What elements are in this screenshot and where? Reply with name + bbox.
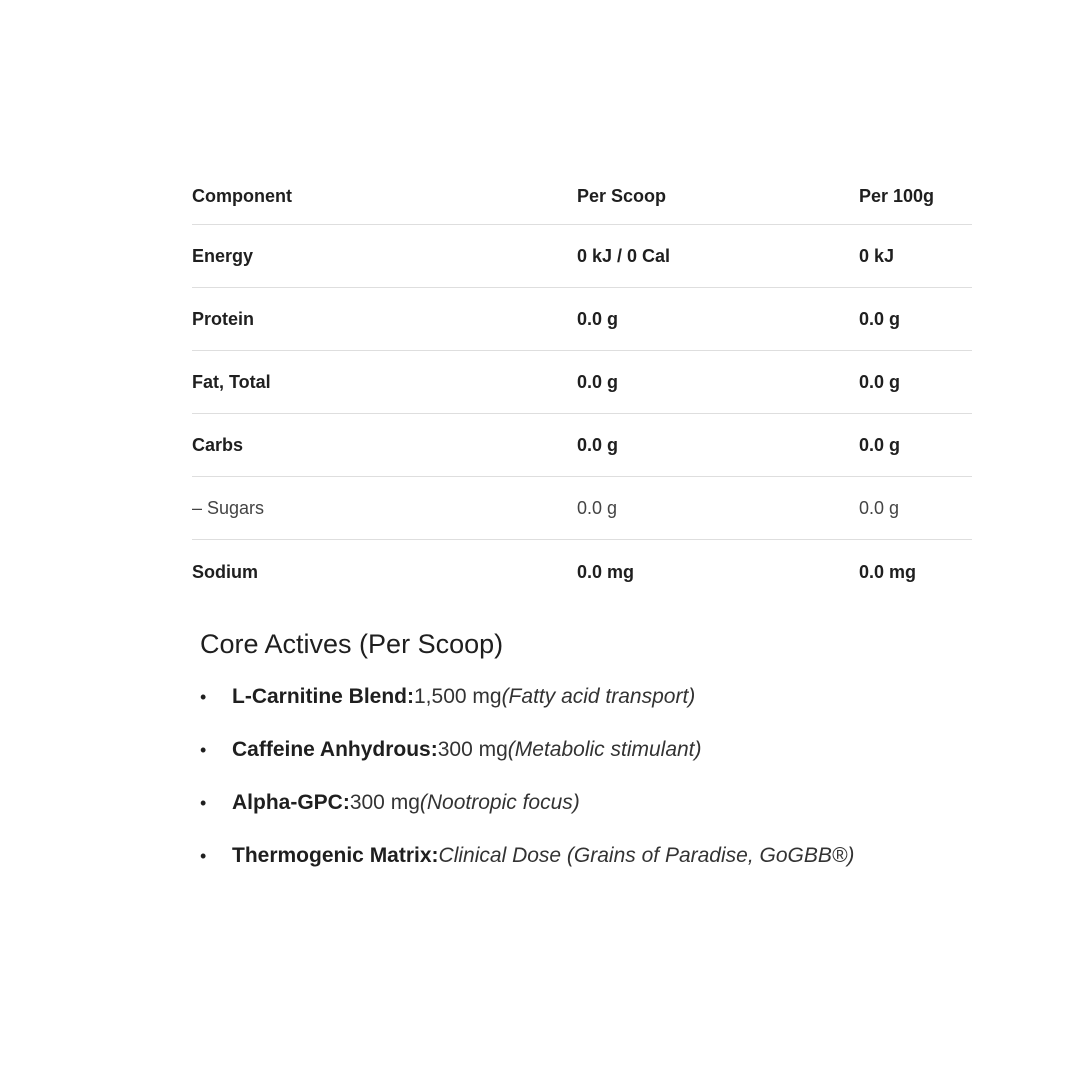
active-name: Alpha-GPC: bbox=[232, 791, 350, 815]
table-body bbox=[192, 225, 972, 603]
active-name: L-Carnitine Blend: bbox=[232, 685, 414, 709]
cell-per-scoop: 0.0 g bbox=[577, 498, 618, 518]
header-per-scoop: Per Scoop bbox=[577, 186, 667, 206]
active-value: 300 mg bbox=[437, 738, 508, 762]
header-per-100g: Per 100g bbox=[859, 186, 935, 206]
bullet-icon: • bbox=[200, 793, 207, 814]
active-note: Clinical Dose (Grains of Paradise, GoGBB®) bbox=[438, 844, 855, 868]
header-component: Component bbox=[192, 186, 292, 206]
table-row bbox=[192, 225, 972, 288]
cell-per-scoop: 0.0 g bbox=[577, 372, 619, 392]
active-note: (Metabolic stimulant) bbox=[507, 738, 702, 762]
cell-per-scoop: 0.0 mg bbox=[577, 561, 635, 582]
cell-per-100g: 0.0 mg bbox=[859, 561, 917, 582]
cell-component: Protein bbox=[192, 309, 255, 329]
bullet-icon: • bbox=[200, 687, 207, 708]
list-item bbox=[200, 684, 1020, 737]
bullet-icon: • bbox=[200, 740, 207, 761]
active-value: 300 mg bbox=[349, 791, 420, 815]
core-actives-title: Core Actives (Per Scoop) bbox=[200, 629, 504, 659]
cell-component: – Sugars bbox=[192, 498, 265, 518]
cell-per-100g: 0.0 g bbox=[859, 435, 901, 455]
core-actives-section bbox=[200, 628, 1020, 896]
list-item bbox=[200, 790, 1020, 843]
nutrition-table bbox=[192, 168, 972, 603]
active-value: 1,500 mg bbox=[414, 685, 502, 709]
cell-component: Carbs bbox=[192, 435, 244, 455]
cell-per-100g: 0 kJ bbox=[859, 246, 895, 266]
cell-component: Fat, Total bbox=[192, 372, 271, 392]
cell-component: Sodium bbox=[192, 561, 258, 582]
list-item bbox=[200, 737, 1020, 790]
table-row bbox=[192, 477, 972, 540]
active-note: (Nootropic focus) bbox=[419, 791, 580, 815]
core-actives-list bbox=[200, 684, 1020, 896]
bullet-icon: • bbox=[200, 846, 207, 867]
list-item bbox=[200, 843, 1020, 896]
cell-per-100g: 0.0 g bbox=[859, 309, 901, 329]
cell-component: Energy bbox=[192, 246, 254, 266]
cell-per-100g: 0.0 g bbox=[859, 498, 900, 518]
active-name: Caffeine Anhydrous: bbox=[232, 738, 438, 762]
table-row bbox=[192, 288, 972, 351]
active-name: Thermogenic Matrix: bbox=[232, 844, 439, 868]
cell-per-scoop: 0.0 g bbox=[577, 309, 619, 329]
table-row bbox=[192, 414, 972, 477]
cell-per-scoop: 0 kJ / 0 Cal bbox=[577, 246, 671, 266]
table-header-row bbox=[192, 168, 972, 225]
table-row bbox=[192, 351, 972, 414]
cell-per-100g: 0.0 g bbox=[859, 372, 901, 392]
cell-per-scoop: 0.0 g bbox=[577, 435, 619, 455]
table-row bbox=[192, 540, 972, 603]
active-note: (Fatty acid transport) bbox=[501, 685, 696, 709]
